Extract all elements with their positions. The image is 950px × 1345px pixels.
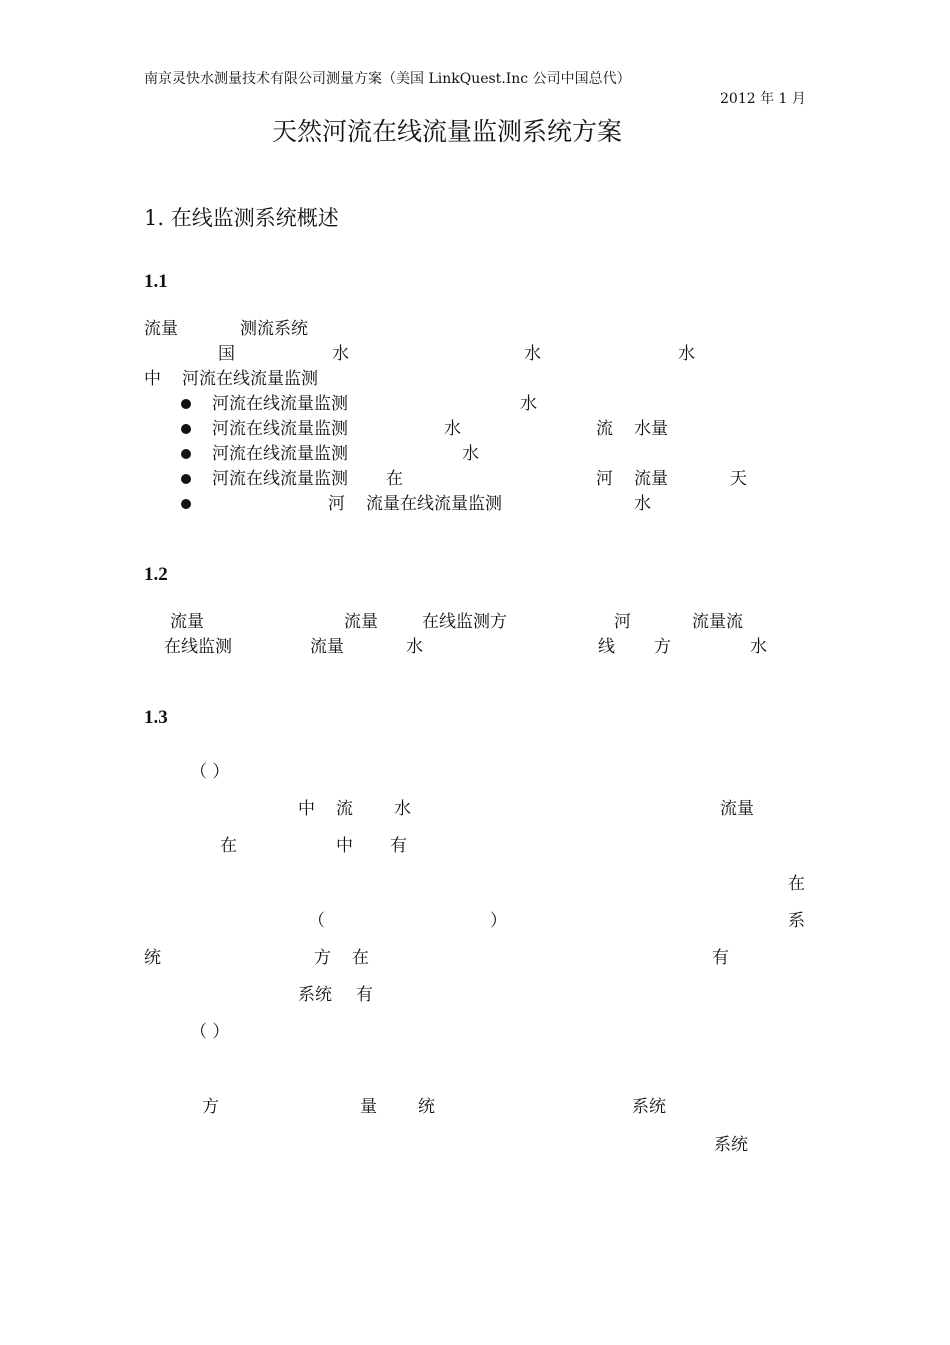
paragraph-text: 中 [298, 799, 315, 819]
section-1-heading: 1. 在线监测系统概述 [144, 206, 339, 230]
paragraph-text: 在 [352, 948, 369, 968]
paragraph-text: 在线监测 [164, 637, 232, 657]
paragraph-text: 系 [788, 911, 805, 931]
paragraph-text: 测流系统 [240, 319, 308, 339]
bullet-text: 水 [444, 419, 461, 439]
bullet-text: 河 [328, 494, 345, 514]
paragraph-text: 线 [598, 637, 615, 657]
paragraph-text: 河 [614, 612, 631, 632]
bullet-text: 流量在线流量监测 [366, 494, 502, 514]
bullet-text: 河流在线流量监测 [212, 469, 348, 489]
bullet-marker [181, 399, 191, 409]
bullet-text: 流量 [634, 469, 668, 489]
bullet-text: 水 [520, 394, 537, 414]
bullet-text: 水 [462, 444, 479, 464]
paragraph-text: 水 [678, 344, 695, 364]
bullet-text: 天 [730, 469, 747, 489]
paragraph-text: 水 [750, 637, 767, 657]
bullet-text: 水 [634, 494, 651, 514]
bullet-text: 河流在线流量监测 [212, 419, 348, 439]
paragraph-text: 流 [336, 799, 353, 819]
bullet-marker [181, 449, 191, 459]
paragraph-text: ） [490, 911, 507, 931]
section-1-3-heading: 1.3 [144, 707, 168, 728]
paragraph-text: 国 [218, 344, 235, 364]
paragraph-text: （ ） [190, 1022, 230, 1042]
paragraph-text: 统 [418, 1097, 435, 1117]
paragraph-text: 有 [712, 948, 729, 968]
bullet-marker [181, 499, 191, 509]
paragraph-text: 流量 [344, 612, 378, 632]
paragraph-text: 在 [788, 874, 805, 894]
paragraph-text: 水 [394, 799, 411, 819]
bullet-text: 河流在线流量监测 [212, 444, 348, 464]
paragraph-text: 系统 [714, 1135, 748, 1155]
paragraph-text: （ ） [190, 762, 230, 782]
document-date: 2012 年 1 月 [720, 91, 806, 107]
section-1-2-heading: 1.2 [144, 564, 168, 585]
paragraph-text: 中 [336, 836, 353, 856]
bullet-text: 水量 [634, 419, 668, 439]
bullet-text: 河 [596, 469, 613, 489]
paragraph-text: 在线监测方 [422, 612, 507, 632]
paragraph-text: 在 [220, 836, 237, 856]
paragraph-text: 有 [390, 836, 407, 856]
section-1-1-heading: 1.1 [144, 271, 168, 292]
paragraph-text: 中 [144, 369, 161, 389]
paragraph-text: 水 [524, 344, 541, 364]
paragraph-text: 水 [406, 637, 423, 657]
paragraph-text: 流量 [720, 799, 754, 819]
paragraph-text: 方 [314, 948, 331, 968]
bullet-marker [181, 474, 191, 484]
paragraph-text: 流量 [144, 319, 178, 339]
paragraph-text: 河流在线流量监测 [182, 369, 318, 389]
paragraph-text: 统 [144, 948, 161, 968]
document-title: 天然河流在线流量监测系统方案 [272, 117, 623, 146]
paragraph-text: （ [308, 911, 325, 931]
paragraph-text: 有 [356, 985, 373, 1005]
paragraph-text: 流量 [170, 612, 204, 632]
bullet-text: 河流在线流量监测 [212, 394, 348, 414]
paragraph-text: 方 [202, 1097, 219, 1117]
bullet-text: 流 [596, 419, 613, 439]
paragraph-text: 流量 [310, 637, 344, 657]
bullet-marker [181, 424, 191, 434]
paragraph-text: 量 [360, 1097, 377, 1117]
paragraph-text: 水 [332, 344, 349, 364]
bullet-text: 在 [386, 469, 403, 489]
paragraph-text: 流量流 [692, 612, 743, 632]
paragraph-text: 系统 [632, 1097, 666, 1117]
company-header: 南京灵快水测量技术有限公司测量方案（美国 LinkQuest.Inc 公司中国总代） [144, 71, 631, 87]
paragraph-text: 系统 [298, 985, 332, 1005]
paragraph-text: 方 [654, 637, 671, 657]
